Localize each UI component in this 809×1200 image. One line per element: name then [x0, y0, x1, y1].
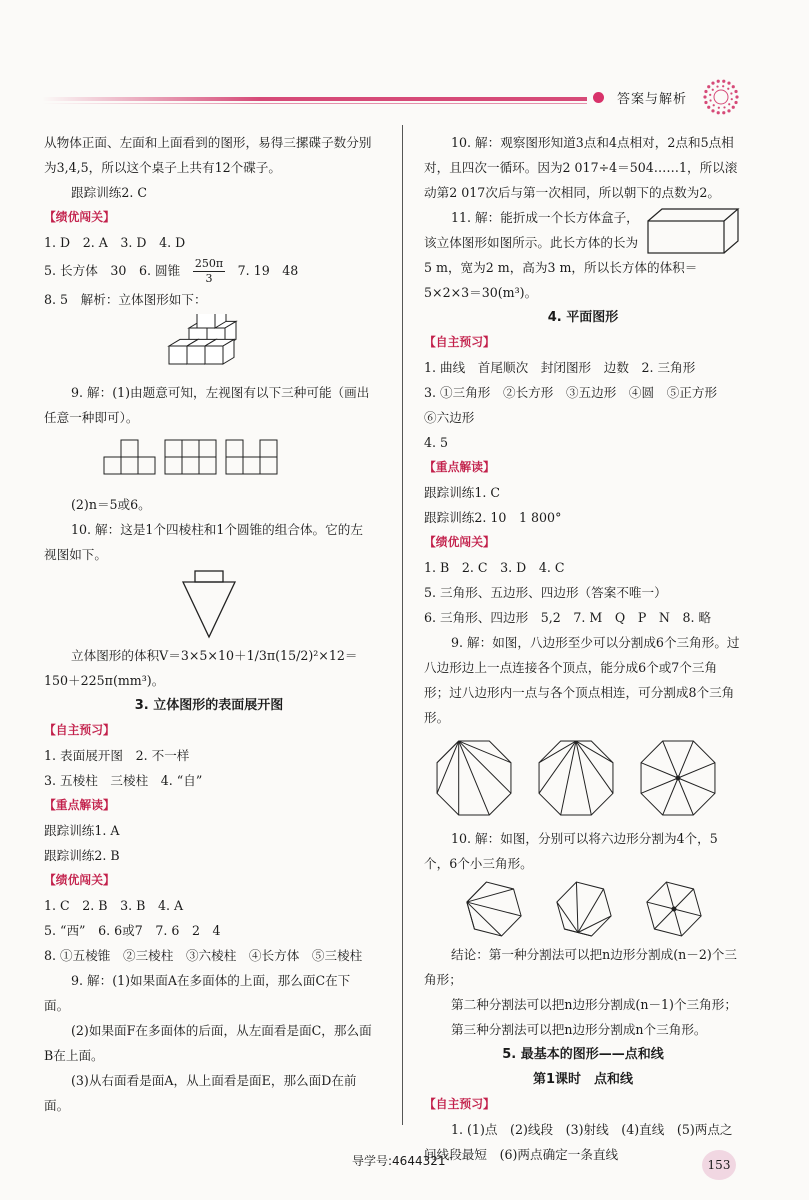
header-bullet	[593, 92, 604, 103]
answer-line: 第二种分割法可以把n边形分割成(n－1)个三角形；	[451, 997, 737, 1012]
answer-line: 9. 解：如图，八边形至少可以分割成6个三角形。过八边形边上一点连接各个顶点，能分成6个或7个三角形；过八边形内一点与各个顶点相连，可分割成8个三角形。	[424, 635, 740, 725]
answer-line: 第三种分割法可以把n边形分割成n个三角形。	[451, 1022, 707, 1037]
answer-line: 5. 长方体 30 6. 圆锥 $\frac{250\pi}{3}$ 7. 19 48	[44, 257, 299, 285]
grids-figure	[44, 432, 374, 490]
right-column	[424, 130, 742, 1167]
section-heading: 4. 平面图形	[547, 310, 619, 325]
section-heading: 5. 最基本的图形——点和线	[502, 1047, 664, 1062]
header-title: 答案与解析	[617, 92, 688, 107]
answer-line: 10. 解：如图，分别可以将六边形分割为4个，5个，6个小三角形。	[424, 831, 718, 871]
answer-line: 5. 三角形、五边形、四边形（答案不唯一）	[424, 585, 667, 600]
answer-line: 5. “西” 6. 6或7 7. 6 2 4	[44, 923, 221, 938]
left-column	[44, 130, 374, 1118]
cuboid-figure	[646, 207, 742, 255]
answer-line: (2)n＝5或6。	[71, 497, 151, 512]
answer-line: 跟踪训练2. B	[44, 848, 120, 863]
header-rule-thin	[42, 103, 587, 104]
answer-line: 立体图形的体积V＝3×5×10＋1/3π(15/2)²×12＝150＋225π(mm³)。	[44, 648, 358, 688]
answer-line: 跟踪训练2. C	[71, 185, 148, 200]
header-rule	[42, 97, 587, 101]
answer-line: (2)如果面F在多面体的后面，从左面看是面C，那么面B在上面。	[44, 1023, 372, 1063]
section-heading: 3. 立体图形的表面展开图	[134, 698, 284, 713]
answer-line: 跟踪训练2. 10 1 800°	[424, 510, 562, 525]
answer-line: 3. 五棱柱 三棱柱 4. “自”	[44, 773, 203, 788]
section-tag: 【自主预习】	[424, 335, 495, 349]
answer-line: 结论：第一种分割法可以把n边形分割成(n－2)个三角形；	[424, 947, 737, 987]
hexagons-figure	[424, 878, 742, 940]
section-tag: 【重点解读】	[424, 460, 495, 474]
section-tag: 【绩优闯关】	[44, 873, 115, 887]
answer-line: 9. 解：(1)由题意可知，左视图有以下三种可能（画出任意一种即可）。	[44, 385, 370, 425]
section-tag: 【重点解读】	[44, 798, 115, 812]
section-tag: 【自主预习】	[44, 723, 115, 737]
section-tag: 【自主预习】	[424, 1097, 495, 1111]
column-divider	[402, 125, 403, 1125]
answer-line: 1. B 2. C 3. D 4. C	[424, 560, 565, 575]
octagons-figure	[424, 732, 742, 824]
answer-line: 1. 曲线 首尾顺次 封闭图形 边数 2. 三角形	[424, 360, 696, 375]
section-tag: 【绩优闯关】	[424, 535, 495, 549]
answer-with-box-figure: 11. 解：能折成一个长方体盒子，该立体图形如图所示。此长方体的长为5 m，宽为2 m，高为3 m，所以长方体的体积＝5×2×3＝30(m³)。	[424, 205, 742, 305]
answer-line: (3)从右面看是面A，从上面看是面E，那么面D在前面。	[44, 1073, 357, 1113]
answer-line: 3. ①三角形 ②长方形 ③五边形 ④圆 ⑤正方形 ⑥六边形	[424, 385, 730, 425]
answer-line: 8. 5 解析：立体图形如下：	[44, 292, 207, 307]
page-number: 153	[702, 1150, 736, 1180]
answer-line: 1. 表面展开图 2. 不一样	[44, 748, 190, 763]
answer-line: 1. D 2. A 3. D 4. D	[44, 235, 186, 250]
fraction: $\frac{250\pi}{3}$	[194, 257, 224, 285]
answer-line: 10. 解：这是1个四棱柱和1个圆锥的组合体。它的左视图如下。	[44, 522, 363, 562]
answer-line: 8. ①五棱锥 ②三棱柱 ③六棱柱 ④长方体 ⑤三棱柱	[44, 948, 363, 963]
answer-line: 从物体正面、左面和上面看到的图形，易得三摞碟子数分别为3,4,5，所以这个桌子上共有12个碟子。	[44, 135, 372, 175]
answer-line: 6. 三角形、四边形 5,2 7. M Q P N 8. 略	[424, 610, 712, 625]
guide-number: 导学号:4644321	[352, 1154, 446, 1168]
answer-line: 跟踪训练1. A	[44, 823, 120, 838]
cone-figure	[44, 569, 374, 641]
answer-line: 跟踪训练1. C	[424, 485, 501, 500]
answer-line: 1. (1)点 (2)线段 (3)射线 (4)直线 (5)两点之间线段最短 (6)两点确定一条直线	[424, 1122, 733, 1162]
section-tag: 【绩优闯关】	[44, 210, 115, 224]
answer-line: 9. 解：(1)如果面A在多面体的上面，那么面C在下面。	[44, 973, 351, 1013]
answer-line: 10. 解：观察图形知道3点和4点相对，2点和5点相对，且四次一循环。因为2 017÷4＝504……1，所以滚动第2 017次后与第一次相同，所以朝下的点数为2。	[424, 135, 738, 200]
header-ornament-icon	[700, 76, 742, 118]
answer-line: 1. C 2. B 3. B 4. A	[44, 898, 184, 913]
answer-line: 4. 5	[424, 435, 449, 450]
cubes-figure	[44, 314, 374, 378]
section-heading: 第1课时 点和线	[532, 1072, 634, 1087]
